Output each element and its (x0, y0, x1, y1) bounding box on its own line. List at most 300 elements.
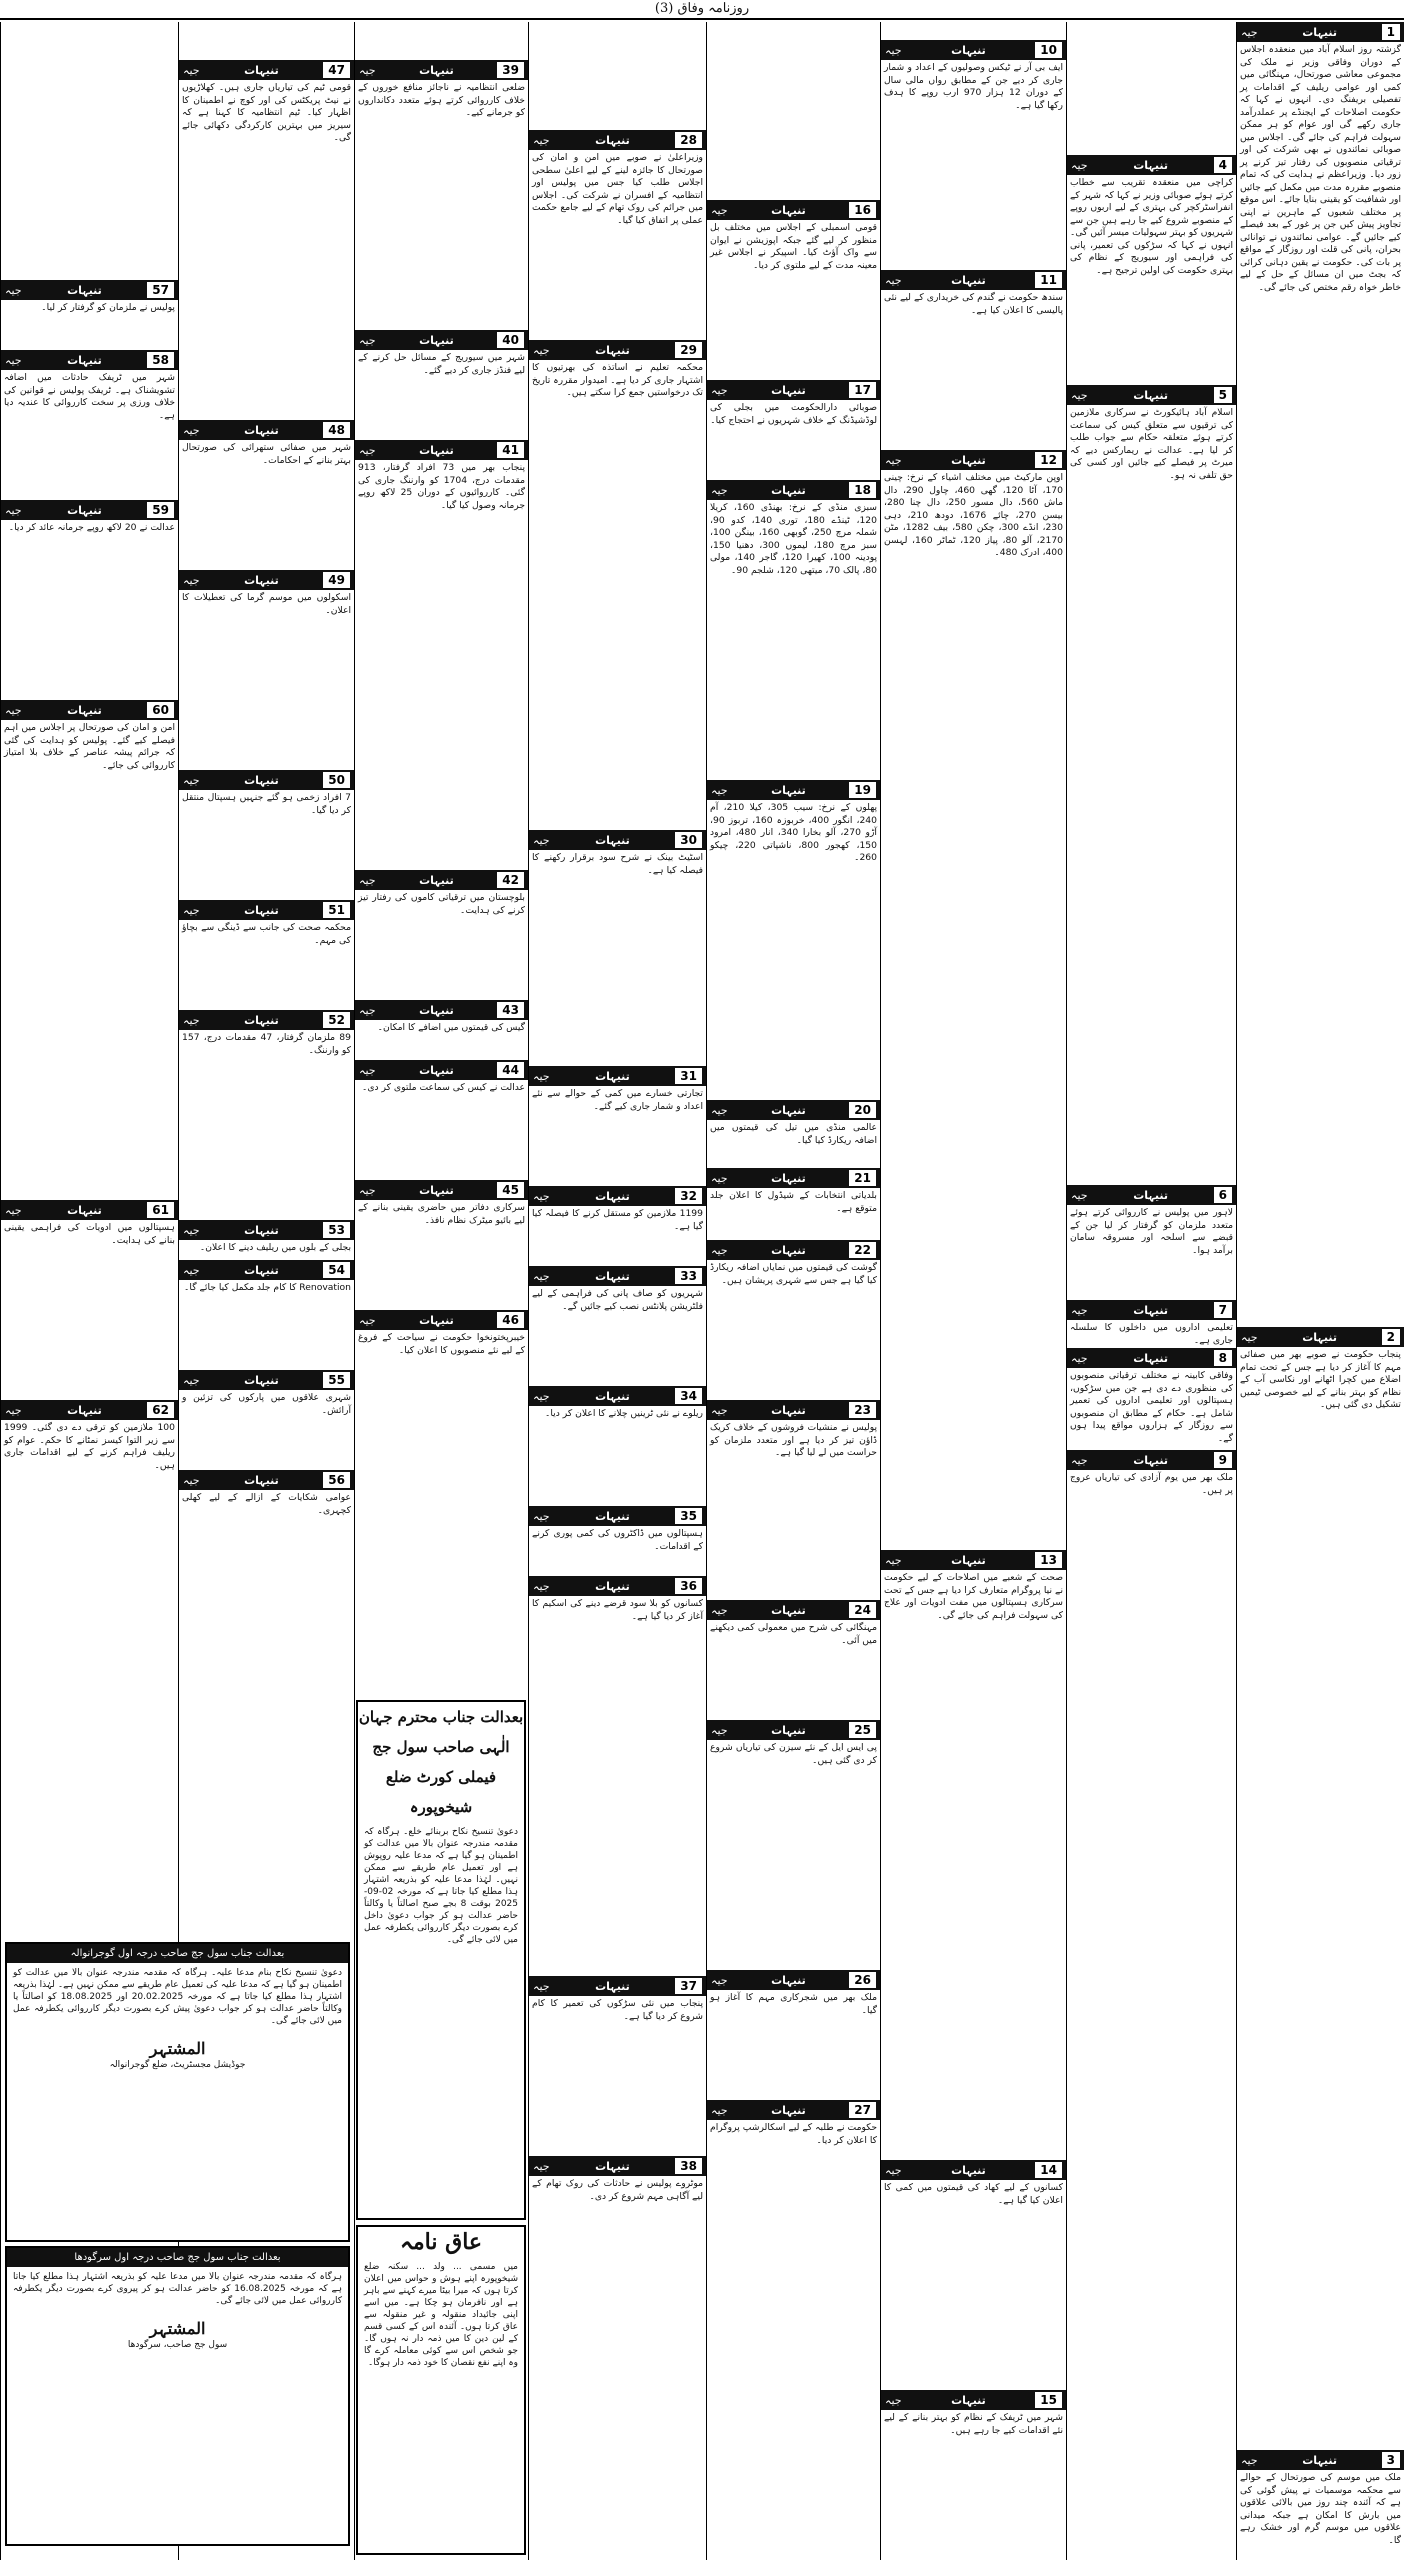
story-header-label: تنیہات (1302, 25, 1337, 39)
story-text: شہری علاقوں میں پارکوں کی تزئین و آرائش۔ (182, 1392, 351, 1416)
story-header-label: تنیہات (419, 1313, 454, 1327)
story-header (707, 1400, 880, 1420)
story-number: 24 (849, 1602, 876, 1618)
story-text: عوامی شکایات کے ازالے کے لیے کھلی کچہری۔ (182, 1492, 351, 1516)
story-header-label: تنیہات (244, 63, 279, 77)
story-text: پی ایس ایل کے نئے سیزن کی تیاریاں شروع کر دی گئی ہیں۔ (710, 1742, 877, 1766)
story-tag: جیہ (885, 1553, 902, 1567)
story-text: بجلی کے بلوں میں ریلیف دینے کا اعلان۔ (199, 1242, 351, 1253)
story-34 (529, 1386, 706, 1506)
story-58 (1, 350, 178, 500)
story-number: 40 (497, 332, 524, 348)
story-text: شہر میں صفائی ستھرائی کی صورتحال بہتر بنانے کے احکامات۔ (182, 442, 351, 466)
story-tag: جیہ (1071, 1351, 1088, 1365)
story-tag: جیہ (885, 2163, 902, 2177)
story-tag: جیہ (533, 343, 550, 357)
story-header-label: تنیہات (595, 2159, 630, 2173)
story-number: 60 (147, 702, 174, 718)
story-text: اسکولوں میں موسم گرما کی تعطیلات کا اعلان۔ (182, 592, 351, 616)
story-tag: جیہ (885, 43, 902, 57)
story-text: پولیس نے ملزمان کو گرفتار کر لیا۔ (41, 302, 175, 313)
story-text: ملک بھر میں یوم آزادی کی تیاریاں عروج پر ہیں۔ (1070, 1472, 1233, 1496)
story-tag: جیہ (533, 1389, 550, 1403)
story-text: اسلام آباد ہائیکورٹ نے سرکاری ملازمین کی ترقیوں سے متعلق کیس کی سماعت کرتے ہوئے متعلقہ حکام سے جواب طلب کر لیا ہے۔ عدالت نے ریمارکس دیے کہ میرٹ پر فیصلے کیے جائیں اور کسی کی حق تلفی نہ ہو۔ (1070, 407, 1233, 481)
story-tag: جیہ (533, 1189, 550, 1203)
story-tag: جیہ (711, 483, 728, 497)
story-header (355, 330, 528, 350)
story-header (881, 2160, 1066, 2180)
story-header-label: تنیہات (244, 423, 279, 437)
story-header-label: تنیہات (1302, 2453, 1337, 2467)
story-text: محکمہ صحت کی جانب سے ڈینگی سے بچاؤ کی مہم۔ (182, 922, 351, 946)
story-number: 6 (1214, 1187, 1232, 1203)
story-number: 42 (497, 872, 524, 888)
court-notice-2 (5, 2246, 350, 2546)
story-26 (707, 1970, 880, 2100)
column-5 (528, 22, 706, 2560)
story-number: 31 (675, 1068, 702, 1084)
story-text: شہریوں کو صاف پانی کی فراہمی کے لیے فلٹریشن پلانٹس نصب کیے جائیں گے۔ (532, 1288, 703, 1312)
story-header-label: تنیہات (1133, 158, 1168, 172)
story-number: 46 (497, 1312, 524, 1328)
story-6 (1067, 1185, 1236, 1300)
story-header (355, 1310, 528, 1330)
story-10 (881, 40, 1066, 270)
story-number: 15 (1035, 2392, 1062, 2408)
story-header-label: تنیہات (595, 833, 630, 847)
story-number: 53 (323, 1222, 350, 1238)
story-text: شہر میں سیوریج کے مسائل حل کرنے کے لیے فنڈز جاری کر دیے گئے۔ (358, 352, 525, 376)
story-number: 51 (323, 902, 350, 918)
story-text: 100 ملازمین کو ترقی دے دی گئی۔ 1999 سے زیر التوا کیسز نمٹانے کا حکم۔ عوام کو ریلیف فراہم کرنے کے لیے اقدامات جاری ہیں۔ (4, 1422, 175, 1471)
story-header (529, 1576, 706, 1596)
story-header-label: تنیہات (244, 773, 279, 787)
story-text: صوبائی دارالحکومت میں بجلی کی لوڈشیڈنگ کے خلاف شہریوں نے احتجاج کیا۔ (710, 402, 877, 426)
story-number: 14 (1035, 2162, 1062, 2178)
story-header-label: تنیہات (244, 1473, 279, 1487)
story-tag: جیہ (183, 903, 200, 917)
notice-heading: بعدالت جناب محترم جہان الٰہی صاحب سول جج فیملی کورٹ ضلع شیخوپورہ (358, 1708, 524, 1816)
story-tag: جیہ (1071, 1303, 1088, 1317)
story-number: 1 (1382, 24, 1400, 40)
story-number: 3 (1382, 2452, 1400, 2468)
story-header (179, 1010, 354, 1030)
story-54 (179, 1260, 354, 1370)
story-text: ایف بی آر نے ٹیکس وصولیوں کے اعداد و شمار جاری کر دیے جن کے مطابق رواں مالی سال کے دوران 12 ہزار 970 ارب روپے کا ہدف رکھا گیا ہے۔ (884, 62, 1063, 111)
story-56 (179, 1470, 354, 1690)
story-text: شہر میں ٹریفک حادثات میں اضافہ تشویشناک ہے۔ ٹریفک پولیس نے قوانین کی خلاف ورزی پر سخت کارروائی کا عندیہ دیا ہے۔ (4, 372, 175, 421)
story-number: 49 (323, 572, 350, 588)
story-tag: جیہ (183, 573, 200, 587)
story-tag: جیہ (359, 1063, 376, 1077)
story-header-label: تنیہات (951, 1553, 986, 1567)
story-number: 16 (849, 202, 876, 218)
story-header (707, 1100, 880, 1120)
story-number: 4 (1214, 157, 1232, 173)
story-number: 33 (675, 1268, 702, 1284)
story-header (1, 280, 178, 300)
story-number: 56 (323, 1472, 350, 1488)
story-number: 39 (497, 62, 524, 78)
story-tag: جیہ (711, 1103, 728, 1117)
story-tag: جیہ (1241, 1330, 1258, 1344)
story-tag: جیہ (359, 333, 376, 347)
story-number: 8 (1214, 1350, 1232, 1366)
story-35 (529, 1506, 706, 1576)
story-33 (529, 1266, 706, 1386)
story-number: 59 (147, 502, 174, 518)
story-number: 48 (323, 422, 350, 438)
story-text: 1199 ملازمین کو مستقل کرنے کا فیصلہ کیا گیا ہے۔ (532, 1208, 703, 1232)
story-tag: جیہ (183, 1013, 200, 1027)
story-header-label: تنیہات (771, 203, 806, 217)
story-tag: جیہ (711, 383, 728, 397)
story-tag: جیہ (885, 453, 902, 467)
story-number: 26 (849, 1972, 876, 1988)
story-48 (179, 420, 354, 570)
story-text: لاہور میں پولیس نے کارروائی کرتے ہوئے متعدد ملزمان کو گرفتار کر لیا جن کے قبضے سے اسلحہ اور مسروقہ سامان برآمد ہوا۔ (1070, 1207, 1233, 1256)
story-header (355, 1180, 528, 1200)
story-header (529, 1266, 706, 1286)
story-header-label: تنیہات (595, 1509, 630, 1523)
story-header (707, 1240, 880, 1260)
story-tag: جیہ (183, 1223, 200, 1237)
story-55 (179, 1370, 354, 1470)
story-text: وزیراعلیٰ نے صوبے میں امن و امان کی صورتحال کا جائزہ لینے کے لیے اعلیٰ سطحی اجلاس طلب کیا جس میں پولیس اور انتظامیہ کے افسران نے شرکت کی۔ اجلاس میں جرائم کی روک تھام کے لیے جامع حکمت عملی پر اتفاق کیا گیا۔ (532, 152, 703, 226)
story-number: 36 (675, 1578, 702, 1594)
story-text: اوپن مارکیٹ میں مختلف اشیاء کے نرخ: چینی 170، آٹا 120، گھی 460، چاول 290، دال ماش 560، دال مسور 250، دال چنا 280، بیسن 270، چائے 1676، دودھ 210، دہی 230، انڈے 300، چکن 580، بیف 1282، مٹن 2170، آلو 80، پیاز 120، ٹماٹر 160، لہسن 400، ادرک 480۔ (884, 472, 1064, 558)
story-number: 21 (849, 1170, 876, 1186)
story-28 (529, 130, 706, 340)
story-tag: جیہ (5, 1403, 22, 1417)
story-3 (1237, 2450, 1404, 2560)
story-text: ملک میں موسم کی صورتحال کے حوالے سے محکمہ موسمیات نے پیش گوئی کی ہے کہ آئندہ چند روز میں بالائی علاقوں میں بارش کا امکان ہے جبکہ میدانی علاقوں میں موسم گرم اور خشک رہے گا۔ (1240, 2472, 1401, 2546)
story-37 (529, 1976, 706, 2156)
story-header (707, 1720, 880, 1740)
story-tag: جیہ (183, 63, 200, 77)
story-number: 29 (675, 342, 702, 358)
story-4 (1067, 155, 1236, 385)
story-62 (1, 1400, 178, 1690)
notice-signature: المشتہر (149, 2039, 206, 2058)
story-header (1237, 22, 1404, 42)
story-tag: جیہ (533, 1509, 550, 1523)
story-text: پنجاب حکومت نے صوبے بھر میں صفائی مہم کا آغاز کر دیا ہے جس کے تحت تمام اضلاع میں کچرا اٹھانے اور نکاسی آب کے نظام کو بہتر بنانے کے لیے خصوصی ٹیمیں تشکیل دی گئی ہیں۔ (1240, 1349, 1401, 1410)
story-header-label: تنیہات (771, 2103, 806, 2117)
story-text: Renovation کا کام جلد مکمل کیا جائے گا۔ (184, 1282, 351, 1293)
story-11 (881, 270, 1066, 450)
story-header-label: تنیہات (771, 1171, 806, 1185)
story-header (1, 500, 178, 520)
story-45 (355, 1180, 528, 1310)
story-header (179, 1370, 354, 1390)
story-tag: جیہ (183, 1373, 200, 1387)
story-number: 11 (1035, 272, 1062, 288)
story-44 (355, 1060, 528, 1180)
story-header-label: تنیہات (771, 1973, 806, 1987)
story-text: بلدیاتی انتخابات کے شیڈول کا اعلان جلد متوقع ہے۔ (710, 1190, 877, 1214)
story-header-label: تنیہات (951, 273, 986, 287)
story-number: 25 (849, 1722, 876, 1738)
notice-signature: المشتہر (149, 2319, 206, 2338)
story-header-label: تنیہات (595, 1579, 630, 1593)
story-header-label: تنیہات (595, 1979, 630, 1993)
story-text: خیبرپختونخوا حکومت نے سیاحت کے فروغ کے لیے نئے منصوبوں کا اعلان کیا۔ (358, 1332, 525, 1356)
story-tag: جیہ (183, 773, 200, 787)
story-tag: جیہ (711, 1171, 728, 1185)
story-tag: جیہ (711, 1973, 728, 1987)
story-tag: جیہ (359, 873, 376, 887)
story-header-label: تنیہات (595, 1269, 630, 1283)
story-tag: جیہ (183, 1263, 200, 1277)
story-tag: جیہ (533, 2159, 550, 2173)
story-header (707, 780, 880, 800)
story-header (1067, 1348, 1236, 1368)
notice-body: ہرگاہ کہ مقدمہ مندرجہ عنوان بالا میں مدعا علیہ کو بذریعہ اشتہار ہذا مطلع کیا جاتا ہے کہ مورخہ 16.08.2025 کو حاضر عدالت ہو کر پیروی کرے بصورت دیگر یکطرفہ کارروائی عمل میں لائی جائے گی۔ (13, 2272, 342, 2306)
story-text: سندھ حکومت نے گندم کی خریداری کے لیے نئی پالیسی کا اعلان کیا ہے۔ (884, 292, 1063, 316)
story-header (355, 870, 528, 890)
story-header (881, 1550, 1066, 1570)
story-header-label: تنیہات (419, 1183, 454, 1197)
notice-body: دعویٰ تنسیخ نکاح بنام مدعا علیہ۔ ہرگاہ کہ مقدمہ مندرجہ عنوان بالا میں عدالت کو اطمینان ہو گیا ہے کہ مدعا علیہ کی تعمیل عام طریقے سے ممکن نہیں ہے۔ لہٰذا بذریعہ اشتہار ہذا مطلع کیا جاتا ہے کہ مورخہ 20.02.2025 اور 18.08.2025 کو اصالتاً یا وکالتاً حاضر عدالت ہو کر جواب دعویٰ پیش کرے بصورت دیگر کارروائی یکطرفہ عمل میں لائی جائے گی۔ (13, 1968, 342, 2026)
story-text: سرکاری دفاتر میں حاضری یقینی بنانے کے لیے بائیو میٹرک نظام نافذ۔ (358, 1202, 525, 1226)
story-header-label: تنیہات (67, 283, 102, 297)
story-52 (179, 1010, 354, 1220)
story-tag: جیہ (533, 1069, 550, 1083)
story-number: 54 (323, 1262, 350, 1278)
story-13 (881, 1550, 1066, 2160)
story-header (707, 1168, 880, 1188)
story-number: 17 (849, 382, 876, 398)
story-header (355, 440, 528, 460)
story-header (529, 1506, 706, 1526)
story-14 (881, 2160, 1066, 2390)
story-53 (179, 1220, 354, 1260)
story-41 (355, 440, 528, 870)
story-header-label: تنیہات (771, 483, 806, 497)
story-46 (355, 1310, 528, 1570)
story-25 (707, 1720, 880, 1970)
story-tag: جیہ (533, 833, 550, 847)
story-text: ریلوے نے نئی ٹرینیں چلانے کا اعلان کر دیا۔ (545, 1408, 703, 1419)
story-header (881, 270, 1066, 290)
story-header (1, 700, 178, 720)
story-header-label: تنیہات (419, 63, 454, 77)
story-tag: جیہ (1241, 2453, 1258, 2467)
story-number: 28 (675, 132, 702, 148)
story-number: 38 (675, 2158, 702, 2174)
story-60 (1, 700, 178, 1200)
story-header (1237, 1327, 1404, 1347)
story-text: کراچی میں منعقدہ تقریب سے خطاب کرتے ہوئے صوبائی وزیر نے کہا کہ شہر کے انفراسٹرکچر کی بہتری کے لیے اربوں روپے کے منصوبے شروع کیے جا رہے ہیں جن سے شہریوں کو بہتر سہولیات میسر آئیں گی۔ انہوں نے کہا کہ سڑکوں کی تعمیر، پانی کی فراہمی اور سیوریج کے نظام کی بہتری حکومت کی اولین ترجیح ہے۔ (1070, 177, 1233, 276)
story-1 (1237, 22, 1404, 1327)
story-header (707, 200, 880, 220)
story-tag: جیہ (533, 1979, 550, 1993)
story-header-label: تنیہات (1133, 1351, 1168, 1365)
story-number: 7 (1214, 1302, 1232, 1318)
story-number: 62 (147, 1402, 174, 1418)
story-text: مہنگائی کی شرح میں معمولی کمی دیکھنے میں آئی۔ (710, 1622, 877, 1646)
story-2 (1237, 1327, 1404, 1507)
story-header (355, 1060, 528, 1080)
story-text: امن و امان کی صورتحال پر اجلاس میں اہم فیصلے کیے گئے۔ پولیس کو ہدایت کی گئی کہ جرائم پیشہ عناصر کے خلاف بلا امتیاز کارروائی کی جائے۔ (4, 722, 175, 771)
story-header-label: تنیہات (244, 573, 279, 587)
story-text: تجارتی خسارے میں کمی کے حوالے سے نئے اعداد و شمار جاری کیے گئے۔ (532, 1088, 703, 1112)
story-8 (1067, 1348, 1236, 1448)
story-text: گوشت کی قیمتوں میں نمایاں اضافہ ریکارڈ کیا گیا ہے جس سے شہری پریشان ہیں۔ (710, 1262, 877, 1286)
story-number: 5 (1214, 387, 1232, 403)
story-header (529, 1976, 706, 1996)
story-header (1067, 1185, 1236, 1205)
story-header-label: تنیہات (1133, 1188, 1168, 1202)
story-header (179, 60, 354, 80)
notice-bar: بعدالت جناب سول جج صاحب درجہ اول سرگودھا (7, 2248, 348, 2267)
story-40 (355, 330, 528, 440)
story-tag: جیہ (5, 703, 22, 717)
story-tag: جیہ (359, 1183, 376, 1197)
story-number: 43 (497, 1002, 524, 1018)
story-number: 18 (849, 482, 876, 498)
notice-court: جوڈیشل مجسٹریٹ، ضلع گوجرانوالہ (109, 2060, 246, 2070)
story-header-label: تنیہات (951, 2163, 986, 2177)
story-header (881, 40, 1066, 60)
story-tag: جیہ (533, 1579, 550, 1593)
story-number: 50 (323, 772, 350, 788)
story-header-label: تنیہات (244, 1373, 279, 1387)
story-number: 22 (849, 1242, 876, 1258)
story-tag: جیہ (711, 1603, 728, 1617)
story-tag: جیہ (1071, 1188, 1088, 1202)
story-text: ہسپتالوں میں ادویات کی فراہمی یقینی بنانے کی ہدایت۔ (4, 1222, 175, 1246)
story-tag: جیہ (533, 1269, 550, 1283)
story-tag: جیہ (1071, 388, 1088, 402)
story-42 (355, 870, 528, 1000)
story-9 (1067, 1450, 1236, 2310)
story-header (179, 1470, 354, 1490)
story-header-label: تنیہات (595, 1189, 630, 1203)
story-text: حکومت نے طلبہ کے لیے اسکالرشپ پروگرام کا اعلان کر دیا۔ (710, 2122, 877, 2146)
story-number: 10 (1035, 42, 1062, 58)
column-4 (706, 22, 880, 2560)
story-39 (355, 60, 528, 330)
story-tag: جیہ (183, 423, 200, 437)
notice-court: سول جج صاحب، سرگودھا (127, 2340, 228, 2350)
story-text: تعلیمی اداروں میں داخلوں کا سلسلہ جاری ہے۔ (1070, 1322, 1233, 1346)
column-2 (1066, 22, 1236, 2560)
story-header-label: تنیہات (771, 1603, 806, 1617)
story-number: 52 (323, 1012, 350, 1028)
story-tag: جیہ (359, 1313, 376, 1327)
story-header-label: تنیہات (419, 1063, 454, 1077)
story-29 (529, 340, 706, 830)
story-header (881, 450, 1066, 470)
story-header (529, 830, 706, 850)
story-header-label: تنیہات (771, 1723, 806, 1737)
story-tag: جیہ (711, 203, 728, 217)
story-36 (529, 1576, 706, 1976)
story-50 (179, 770, 354, 900)
story-header (529, 340, 706, 360)
story-header-label: تنیہات (771, 383, 806, 397)
story-number: 58 (147, 352, 174, 368)
story-header-label: تنیہات (67, 703, 102, 717)
story-header-label: تنیہات (595, 1069, 630, 1083)
story-24 (707, 1600, 880, 1720)
story-23 (707, 1400, 880, 1600)
story-number: 13 (1035, 1552, 1062, 1568)
story-header-label: تنیہات (1133, 1303, 1168, 1317)
story-header (529, 1186, 706, 1206)
story-header-label: تنیہات (771, 1103, 806, 1117)
story-text: عدالت نے کیس کی سماعت ملتوی کر دی۔ (361, 1082, 525, 1093)
story-header (1067, 155, 1236, 175)
story-15 (881, 2390, 1066, 2560)
story-tag: جیہ (711, 2103, 728, 2117)
story-19 (707, 780, 880, 1100)
story-tag: جیہ (711, 1243, 728, 1257)
story-header-label: تنیہات (419, 333, 454, 347)
story-text: پھلوں کے نرخ: سیب 305، کیلا 210، آم 240، انگور 400، خربوزہ 160، تربوز 90، آڑو 270، آلو بخارا 340، انار 480، امرود 150، کھجور 800، ناشپاتی 220، چیکو 260۔ (710, 802, 877, 863)
story-30 (529, 830, 706, 1066)
story-49 (179, 570, 354, 770)
story-tag: جیہ (885, 2393, 902, 2407)
story-text: کسانوں کو بلا سود قرضے دینے کی اسکیم کا آغاز کر دیا گیا ہے۔ (532, 1598, 703, 1622)
story-header-label: تنیہات (67, 1203, 102, 1217)
story-12 (881, 450, 1066, 1550)
story-57 (1, 280, 178, 350)
story-text: گیس کی قیمتوں میں اضافے کا امکان۔ (377, 1022, 525, 1033)
column-3 (880, 22, 1066, 2560)
story-21 (707, 1168, 880, 1240)
story-text: پنجاب بھر میں 73 افراد گرفتار، 913 مقدمات درج، 1704 کو وارننگ جاری کی گئی۔ کارروائیوں کے دوران 25 لاکھ روپے جرمانہ وصول کیا گیا۔ (358, 462, 526, 511)
story-tag: جیہ (5, 283, 22, 297)
story-7 (1067, 1300, 1236, 1348)
story-number: 61 (147, 1202, 174, 1218)
story-header-label: تنیہات (771, 1403, 806, 1417)
story-header (707, 2100, 880, 2120)
story-tag: جیہ (359, 63, 376, 77)
story-header-label: تنیہات (419, 1003, 454, 1017)
story-header-label: تنیہات (244, 1013, 279, 1027)
story-text: سبزی منڈی کے نرخ: بھنڈی 160، کریلا 120، ٹینڈے 180، توری 140، کدو 90، شملہ مرچ 250، گوبھی 160، بینگن 100، سبز مرچ 180، لیموں 300، دھنیا 150، پودینہ 100، کھیرا 120، گاجر 140، مولی 80، پالک 70، میتھی 120، شلجم 90۔ (710, 502, 878, 576)
story-number: 19 (849, 782, 876, 798)
story-18 (707, 480, 880, 780)
story-header (529, 1066, 706, 1086)
story-header (707, 480, 880, 500)
story-header-label: تنیہات (951, 2393, 986, 2407)
story-header (179, 900, 354, 920)
story-tag: جیہ (533, 133, 550, 147)
story-61 (1, 1200, 178, 1400)
story-31 (529, 1066, 706, 1186)
story-number: 34 (675, 1388, 702, 1404)
story-header (1, 1400, 178, 1420)
story-header-label: تنیہات (1133, 1453, 1168, 1467)
story-tag: جیہ (359, 443, 376, 457)
story-number: 12 (1035, 452, 1062, 468)
story-header-label: تنیہات (951, 453, 986, 467)
story-header (529, 130, 706, 150)
story-32 (529, 1186, 706, 1266)
story-tag: جیہ (1071, 1453, 1088, 1467)
masthead: روزنامہ وفاق (3) (0, 0, 1404, 20)
story-tag: جیہ (183, 1473, 200, 1487)
story-text: گزشتہ روز اسلام آباد میں منعقدہ اجلاس کے دوران وفاقی وزیر نے ملک کی مجموعی معاشی صورتحال، مہنگائی میں کمی اور عوامی ریلیف کے اقدامات پر تفصیلی بریفنگ دی۔ انہوں نے کہا کہ حکومت اصلاحات کے ایجنڈے پر عملدرآمد جاری رکھے گی اور عوام کو ہر ممکن سہولت فراہم کی جائے گی۔ اجلاس میں صوبائی نمائندوں نے بھی شرکت کی اور ترقیاتی منصوبوں کی رفتار تیز کرنے پر زور دیا۔ وزیراعظم نے ہدایت کی کہ تمام منصوبے مقررہ مدت میں مکمل کیے جائیں اور شفافیت کو یقینی بنایا جائے۔ اس موقع پر مختلف شعبوں کے ماہرین نے اپنی تجاویز پیش کیں جن پر غور کے بعد فیصلے کیے جائیں گے۔ عوامی نمائندوں نے توانائی بحران، پانی کی قلت اور روزگار کے مواقع پر بات کی۔ حکومت نے یقین دہانی کرائی کہ بجٹ میں ان مسائل کے حل کے لیے خاطر خواہ رقم مختص کی جائے گی۔ (1240, 44, 1401, 293)
story-20 (707, 1100, 880, 1168)
story-number: 45 (497, 1182, 524, 1198)
story-text: عدالت نے 20 لاکھ روپے جرمانہ عائد کر دیا۔ (8, 522, 175, 533)
story-text: پولیس نے منشیات فروشوں کے خلاف کریک ڈاؤن تیز کر دیا ہے اور متعدد ملزمان کو حراست میں لے لیا گیا ہے۔ (710, 1422, 877, 1458)
